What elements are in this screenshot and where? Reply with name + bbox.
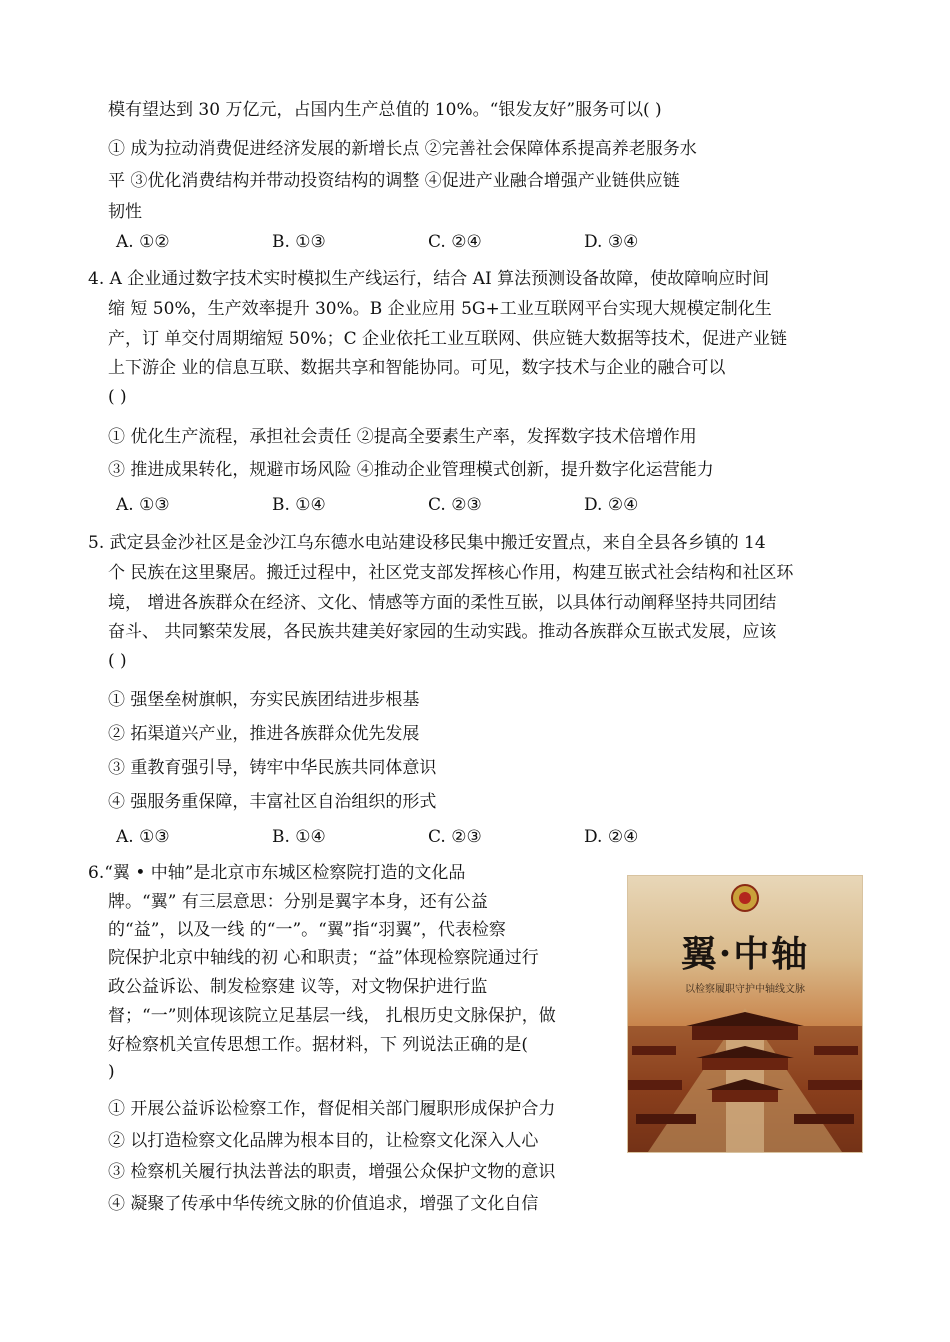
q4-stem-line-2: 缩 短 50%，生产效率提升 30%。B 企业应用 5G+工业互联网平台实现大规模定制化生 <box>108 299 772 319</box>
q6-stem-line-2: 牌。“翼” 有三层意思：分别是翼字本身，还有公益 <box>108 892 488 912</box>
poster-subtitle: 以检察履职守护中轴线文脉 <box>685 984 805 995</box>
q6-stem-line-6: 督；“一”则体现该院立足基层一线， 扎根历史文脉保护，做 <box>108 1006 556 1026</box>
q4-stem-line-4: 上下游企 业的信息互联、数据共享和智能协同。可见，数字技术与企业的融合可以 <box>108 358 726 378</box>
q6-option-1: ① 开展公益诉讼检察工作，督促相关部门履职形成保护合力 <box>108 1099 556 1119</box>
q3-option-line-2: 平 ③优化消费结构并带动投资结构的调整 ④促进产业融合增强产业链供应链 <box>108 171 680 191</box>
q6-stem-line-3: 的“益”，以及一线 的“一”。“翼”指“羽翼”，代表检察 <box>108 920 506 940</box>
q4-answer-paren: ( ) <box>108 387 127 407</box>
q4-choice-c[interactable]: C. ②③ <box>428 495 482 515</box>
poster-title: 翼·中轴 <box>680 933 810 975</box>
q5-option-1: ① 强堡垒树旗帜，夯实民族团结进步根基 <box>108 690 420 710</box>
q5-answer-paren: ( ) <box>108 651 127 671</box>
q6-option-3: ③ 检察机关履行执法普法的职责，增强公众保护文物的意识 <box>108 1162 556 1182</box>
q5-choice-a[interactable]: A. ①③ <box>116 827 170 847</box>
q6-poster-image <box>627 875 863 1153</box>
q4-option-line-1: ① 优化生产流程，承担社会责任 ②提高全要素生产率，发挥数字技术倍增作用 <box>108 427 697 447</box>
q6-option-4: ④ 凝聚了传承中华传统文脉的价值追求，增强了文化自信 <box>108 1194 539 1214</box>
q3-choice-c[interactable]: C. ②④ <box>428 232 482 252</box>
q5-stem-line-2: 个 民族在这里聚居。搬迁过程中，社区党支部发挥核心作用，构建互嵌式社会结构和社区环 <box>108 563 794 583</box>
q3-option-line-1: ① 成为拉动消费促进经济发展的新增长点 ②完善社会保障体系提高养老服务水 <box>108 139 697 159</box>
palace-illustration <box>628 876 862 1152</box>
q5-choice-d[interactable]: D. ②④ <box>584 827 639 847</box>
q4-option-line-2: ③ 推进成果转化，规避市场风险 ④推动企业管理模式创新，提升数字化运营能力 <box>108 460 714 480</box>
q4-choice-a[interactable]: A. ①③ <box>116 495 170 515</box>
q4-stem-line-3: 产，订 单交付周期缩短 50%；C 企业依托工业互联网、供应链大数据等技术，促进产业链 <box>108 329 788 349</box>
q3-choice-b[interactable]: B. ①③ <box>272 232 326 252</box>
q6-stem-line-7: 好检察机关宣传思想工作。据材料，下 列说法正确的是( <box>108 1035 529 1055</box>
q5-option-3: ③ 重教育强引导，铸牢中华民族共同体意识 <box>108 758 437 778</box>
q5-option-2: ② 拓渠道兴产业，推进各族群众优先发展 <box>108 724 420 744</box>
q5-stem-line-1: 5. 武定县金沙社区是金沙江乌东德水电站建设移民集中搬迁安置点，来自全县各乡镇的 14 <box>88 533 766 553</box>
q5-choice-b[interactable]: B. ①④ <box>272 827 326 847</box>
q5-choice-c[interactable]: C. ②③ <box>428 827 482 847</box>
q6-option-2: ② 以打造检察文化品牌为根本目的，让检察文化深入人心 <box>108 1131 539 1151</box>
q4-stem-line-1: 4. A 企业通过数字技术实时模拟生产线运行，结合 AI 算法预测设备故障，使故障响应时间 <box>88 269 770 289</box>
q6-stem-line-1: 6.“翼 • 中轴”是北京市东城区检察院打造的文化品 <box>88 863 466 883</box>
q6-stem-line-4: 院保护北京中轴线的初 心和职责；“益”体现检察院通过行 <box>108 948 539 968</box>
q5-stem-line-4: 奋斗、 共同繁荣发展，各民族共建美好家园的生动实践。推动各族群众互嵌式发展，应该 <box>108 622 777 642</box>
q3-stem-tail: 模有望达到 30 万亿元，占国内生产总值的 10%。“银发友好”服务可以( ) <box>108 100 662 120</box>
q3-option-line-3: 韧性 <box>108 202 142 222</box>
q4-choice-d[interactable]: D. ②④ <box>584 495 639 515</box>
q3-choice-a[interactable]: A. ①② <box>116 232 170 252</box>
q5-stem-line-3: 境， 增进各族群众在经济、文化、情感等方面的柔性互嵌，以具体行动阐释坚持共同团结 <box>108 593 777 613</box>
q5-option-4: ④ 强服务重保障，丰富社区自治组织的形式 <box>108 792 437 812</box>
q4-choice-b[interactable]: B. ①④ <box>272 495 326 515</box>
q3-choice-d[interactable]: D. ③④ <box>584 232 639 252</box>
q6-stem-line-8: ) <box>108 1062 115 1082</box>
q6-stem-line-5: 政公益诉讼、制发检察建 议等，对文物保护进行监 <box>108 977 488 997</box>
